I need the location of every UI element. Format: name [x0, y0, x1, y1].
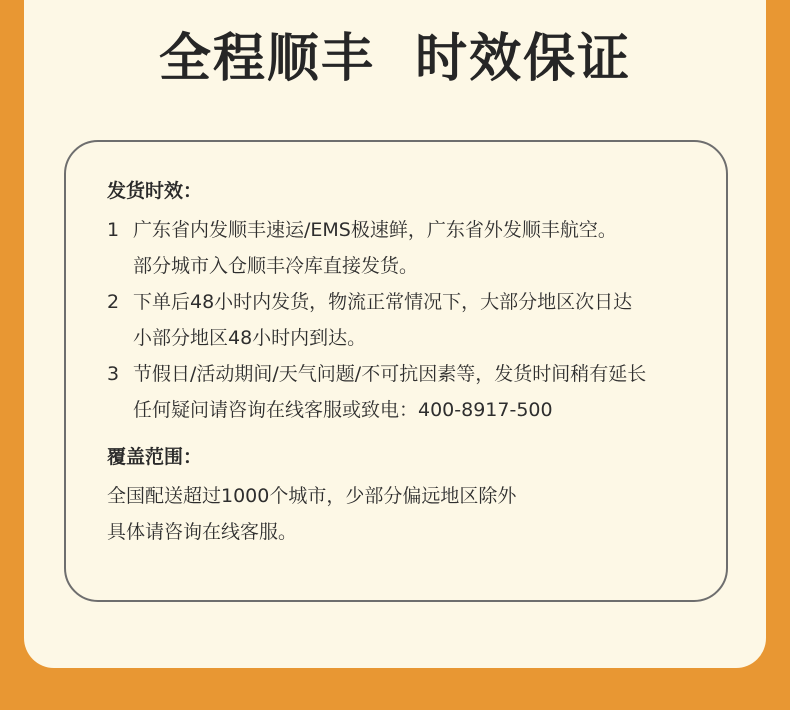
info-content — [107, 176, 646, 550]
item-number: 1 — [107, 219, 120, 241]
item-line: 部分城市入仓顺丰冷库直接发货。 — [133, 255, 419, 277]
item-number: 3 — [107, 363, 120, 385]
section-gap — [107, 428, 646, 442]
coverage-line: 全国配送超过1000个城市，少部分偏远地区除外 — [107, 485, 517, 507]
coverage-heading: 覆盖范围： — [107, 446, 203, 468]
coverage-line: 具体请咨询在线客服。 — [107, 521, 298, 543]
shipping-item — [107, 284, 646, 356]
item-line: 下单后48小时内发货，物流正常情况下，大部分地区次日达 — [133, 291, 633, 313]
item-line: 节假日/活动期间/天气问题/不可抗因素等，发货时间稍有延长 — [133, 363, 647, 385]
page-title: 全程顺丰 时效保证 — [158, 29, 632, 89]
shipping-item — [107, 356, 646, 428]
shipping-heading: 发货时效： — [107, 180, 203, 202]
shipping-item — [107, 212, 646, 284]
item-number: 2 — [107, 291, 120, 313]
item-line: 小部分地区48小时内到达。 — [133, 327, 367, 349]
item-line: 任何疑问请咨询在线客服或致电：400-8917-500 — [133, 399, 553, 421]
item-line: 广东省内发顺丰速运/EMS极速鲜，广东省外发顺丰航空。 — [133, 219, 617, 241]
